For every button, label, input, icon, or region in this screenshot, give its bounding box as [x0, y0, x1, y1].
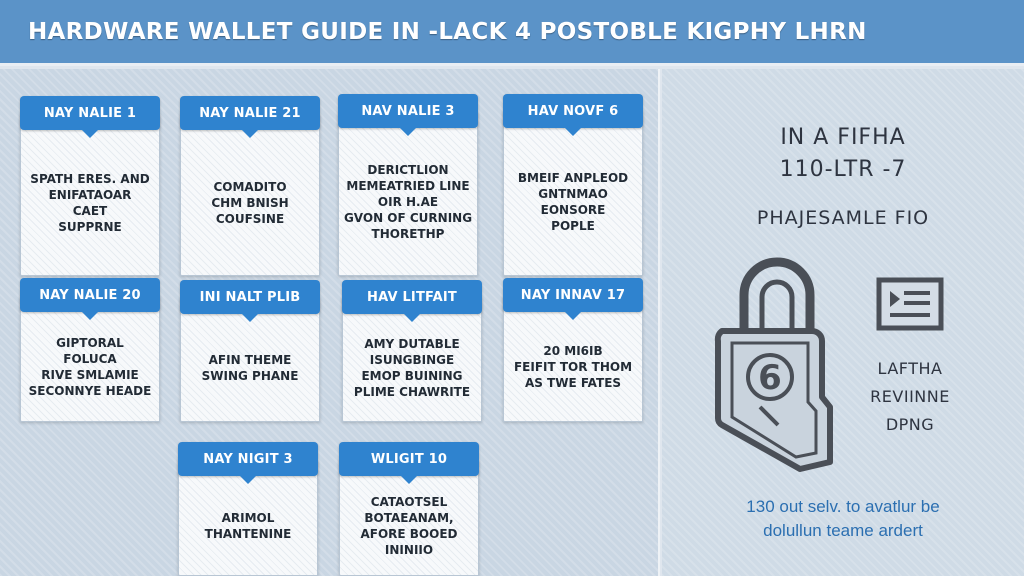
card-line: AFIN THEME — [208, 353, 292, 367]
card-line: THANTENINE — [204, 527, 292, 541]
card-line: COUFSINE — [215, 212, 285, 226]
side-link-line2[interactable]: dolullun teame ardert — [763, 521, 923, 540]
card-body — [338, 112, 478, 276]
card-line: EONSORE — [540, 203, 606, 217]
card-line: ININIIO — [384, 543, 434, 557]
card-line: ENIFATAOAR — [48, 188, 132, 202]
card-line: FEIFIT TOR THOM — [513, 360, 633, 374]
card-body — [20, 114, 160, 276]
card-line: CATAOTSEL — [370, 495, 448, 509]
card-line: GIPTORAL — [56, 336, 124, 350]
card-line: GNTNMAO — [538, 187, 608, 201]
card-line: SWING PHANE — [201, 369, 299, 383]
card-tab[interactable]: NAY NALIE 1 — [20, 96, 160, 130]
card-line: MEMEATRIED LINE — [346, 179, 470, 193]
card-body — [503, 112, 643, 276]
card-tab[interactable]: WLIGIT 10 — [339, 442, 479, 476]
page-header — [0, 0, 1024, 66]
card-line: THORETHP — [371, 227, 445, 241]
side-label: DPNG — [885, 415, 935, 434]
side-title: IN A FIFHA — [780, 125, 906, 150]
card-body — [180, 114, 320, 276]
card-tab[interactable]: HAV LITFAIT — [342, 280, 482, 314]
side-panel — [662, 69, 1024, 576]
card-tab[interactable]: NAV NALIE 3 — [338, 94, 478, 128]
card-line: OIR H.AE — [377, 195, 439, 209]
padlock-icon — [712, 257, 842, 477]
card-tab[interactable]: NAY NALIE 21 — [180, 96, 320, 130]
card-tab[interactable]: NAY INNAV 17 — [503, 278, 643, 312]
side-label: REVIINNE — [870, 387, 950, 406]
card-tab[interactable]: NAY NIGIT 3 — [178, 442, 318, 476]
card-line: ISUNGBINGE — [369, 353, 455, 367]
document-icon — [876, 277, 944, 331]
card-line: CAET — [72, 204, 108, 218]
card-line: SUPPRNE — [58, 220, 122, 234]
card-line: BOTAEANAM, — [364, 511, 454, 525]
card-line: AFORE BOOED — [360, 527, 458, 541]
card-line: DERICTLION — [367, 163, 449, 177]
card-line: SPATH ERES. AND — [30, 172, 150, 186]
card-line: AS TWE FATES — [524, 376, 622, 390]
card-line: EMOP BUINING — [361, 369, 463, 383]
card-line: 20 MI6IB — [543, 344, 603, 358]
card-line: BMEIF ANPLEOD — [517, 171, 629, 185]
page-title: HARDWARE WALLET GUIDE IN -LACK 4 POSTOBLE KIGPHY LHRN — [28, 18, 867, 45]
card-tab[interactable]: HAV NOVF 6 — [503, 94, 643, 128]
svg-text:6: 6 — [758, 358, 782, 398]
card-line: PLIME CHAWRITE — [353, 385, 471, 399]
card-line: CHM BNISH — [211, 196, 289, 210]
card-line: AMY DUTABLE — [364, 337, 460, 351]
card-line: RIVE SMLAMIE — [41, 368, 139, 382]
card-tab[interactable]: NAY NALIE 20 — [20, 278, 160, 312]
card-line: FOLUCA — [63, 352, 117, 366]
side-title-line2: 110-LTR -7 — [779, 157, 907, 182]
side-label: LAFTHA — [877, 359, 943, 378]
card-tab[interactable]: INI NALT PLIB — [180, 280, 320, 314]
guide-card-grid — [0, 69, 660, 576]
card-line: ARIMOL — [221, 511, 275, 525]
card-line: POPLE — [551, 219, 595, 233]
card-line: COMADITO — [213, 180, 287, 194]
card-line: GVON OF CURNING — [343, 211, 473, 225]
side-subtitle: PHAJESAMLE FIO — [756, 207, 930, 229]
side-link[interactable]: 130 out selv. to avatlur be — [746, 497, 940, 516]
card-line: SECONNYE HEADE — [28, 384, 152, 398]
